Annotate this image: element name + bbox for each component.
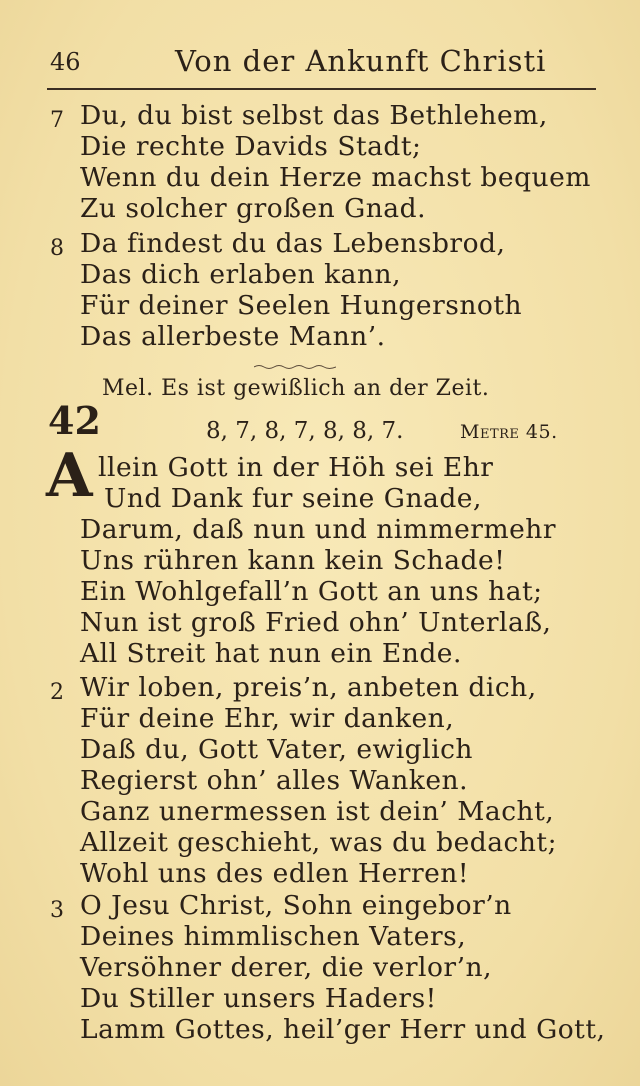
verse-line: All Streit hat nun ein Ende. <box>80 638 462 669</box>
verse-line: Wir loben, preis’n, anbeten dich, <box>80 672 537 703</box>
verse-line: Du, du bist selbst das Bethlehem, <box>80 100 548 131</box>
verse-line: Ein Wohlgefall’n Gott an uns hat; <box>80 576 543 607</box>
verse-line: Und Dank fur seine Gnade, <box>104 483 482 514</box>
verse-line: llein Gott in der Höh sei Ehr <box>98 452 494 483</box>
verse-line: Versöhner derer, die verlor’n, <box>80 952 492 983</box>
verse-line: Für deiner Seelen Hungersnoth <box>80 290 523 321</box>
verse-line: Für deine Ehr, wir danken, <box>80 703 455 734</box>
verse-line: Daß du, Gott Vater, ewiglich <box>80 734 473 765</box>
hymn-number: 42 <box>48 398 101 443</box>
header-rule <box>47 88 596 90</box>
verse-number: 3 <box>50 898 64 923</box>
verse-line: Ganz unermessen ist dein’ Macht, <box>80 796 555 827</box>
verse-line: Deines himmlischen Vaters, <box>80 921 467 952</box>
page-header <box>50 44 595 88</box>
verse-line: O Jesu Christ, Sohn eingebor’n <box>80 890 512 921</box>
verse-line: Regierst ohn’ alles Wanken. <box>80 765 469 796</box>
meter-numbers: 8, 7, 8, 7, 8, 8, 7. <box>206 418 404 444</box>
verse-line: Uns rühren kann kein Schade! <box>80 545 506 576</box>
verse-line: Wenn du dein Herze machst bequem <box>80 162 591 193</box>
page-number: 46 <box>50 48 81 76</box>
verse-number: 2 <box>50 680 64 705</box>
verse-line: Wohl uns des edlen Herren! <box>80 858 470 889</box>
running-title: Von der Ankunft Christi <box>175 44 547 78</box>
verse-line: Das dich erlaben kann, <box>80 259 402 290</box>
verse-line: Du Stiller unsers Haders! <box>80 983 437 1014</box>
verse-line: Nun ist groß Fried ohn’ Unterlaß, <box>80 607 552 638</box>
verse-number: 8 <box>50 236 64 261</box>
verse-line: Die rechte Davids Stadt; <box>80 131 422 162</box>
verse-line: Darum, daß nun und nimmermehr <box>80 514 556 545</box>
metre-label: Metre 45. <box>460 421 558 443</box>
verse-line: Lamm Gottes, heil’ger Herr und Gott, <box>80 1014 606 1045</box>
verse-line: Das allerbeste Mann’. <box>80 321 386 352</box>
verse-number: 7 <box>50 108 64 133</box>
verse-line: Da findest du das Lebensbrod, <box>80 228 506 259</box>
tune-line: Mel. Es ist gewißlich an der Zeit. <box>102 376 490 401</box>
drop-cap: A <box>46 441 93 511</box>
verse-line: Allzeit geschieht, was du bedacht; <box>80 827 558 858</box>
ornamental-divider <box>254 364 336 370</box>
verse-line: Zu solcher großen Gnad. <box>80 193 426 224</box>
